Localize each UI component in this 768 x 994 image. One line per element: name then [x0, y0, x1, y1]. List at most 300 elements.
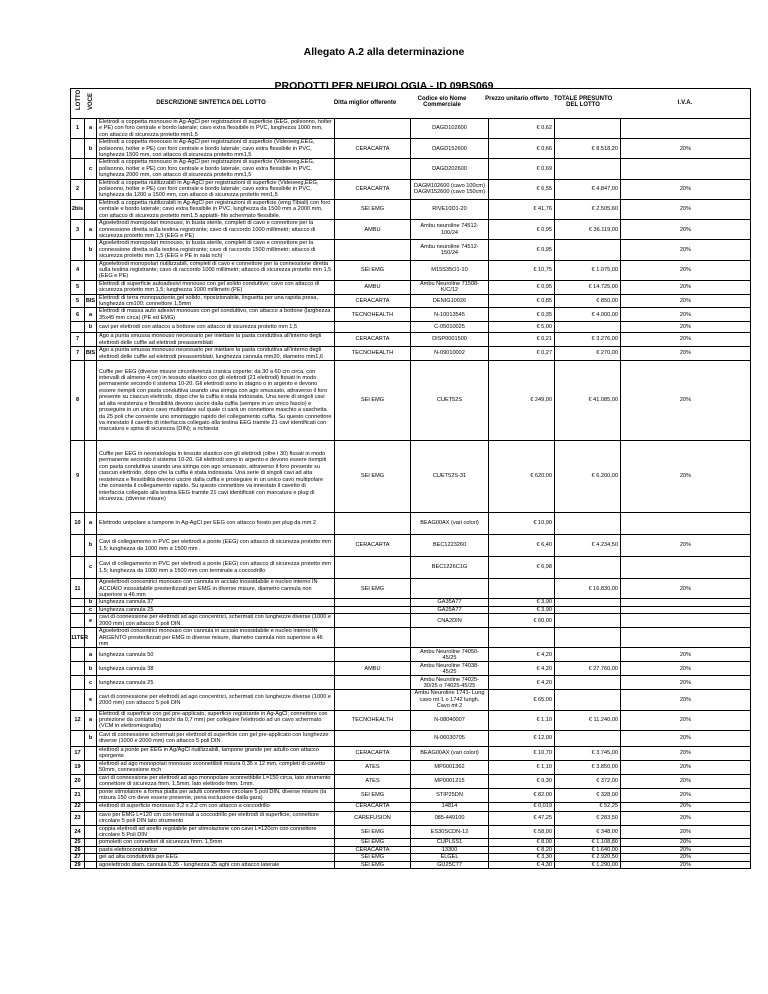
column-header-descrizione: DESCRIZIONE SINTETICA DEL LOTTO [156, 100, 266, 106]
cell-totale: € 372,00 [555, 774, 621, 788]
cell-desc: agoelettrodo diam. cannula 0,35 - lunghezza 25 aghi con attacco laterale [97, 861, 335, 868]
cell-lotto [71, 690, 85, 710]
cell-desc: Cuffie per EEG (diverse misure circonferenza cranica coperte: da 30 a 60 cm circa, con intervalli di almeno 4 cm) in tessuto elastico con gli elettrodi (21 elettrodi) fissati in modo permanente secondo il sistema 10-20. Gli elettrodi sono in stagno o in argento e devono essere riempiti con pasta conduttiva usando una siringa con ago smussato, attraverso il foro presente su ciascun elettrodo, dopo che la cuffia è stata indossata. Una serie di singoli cavi ad alta resistenza e flessibilità devono uscire dalla cuffia (sempre in un unico fascio) e proseguire in un unico cavo multipolare sul quale ci sarà un connettore maschio a vaschetta da 25 poli che consente uno smontaggio rapido del collegamento cuffia. Su questo connettore va innestato il cavetto di interfaccia collegato alla testina EEG tramite 21 cavi identificati con marcatura e spina di sicurezza (DIN); a richiesta [97, 361, 335, 441]
cell-prezzo: € 6,98 [489, 557, 555, 579]
cell-ditta [335, 648, 411, 662]
cell-codice: GA25A77 [411, 606, 489, 613]
column-header-prezzo: Prezzo unitario offerto [485, 96, 549, 102]
cell-iva: 20% [621, 760, 751, 774]
cell-codice: Ambu Neuroline 71508-K/C/12 [411, 280, 489, 294]
cell-codice: DAGD102600 [411, 119, 489, 139]
cell-prezzo: € 249,00 [489, 361, 555, 441]
cell-codice: CUPLSS1 [411, 839, 489, 846]
cell-codice: ELGEL [411, 854, 489, 861]
table-row [71, 854, 751, 861]
cell-prezzo: € 3,30 [489, 854, 555, 861]
cell-prezzo: € 8,20 [489, 846, 555, 853]
cell-codice: BEAG00AX (vari colori) [411, 513, 489, 535]
cell-iva: 20% [621, 811, 751, 825]
cell-iva: 20% [621, 662, 751, 676]
table-row [71, 179, 751, 199]
cell-prezzo [489, 579, 555, 599]
cell-lotto: 19 [71, 760, 85, 774]
cell-desc: Elettrodi a coppetta monouso in Ag-AgCl per registrazioni di superficie (Videoeeg,EEG, polisonno, holter e PE) con foro centrale e bordo laterale; cavo extra flessibile in PVC, lunghezza 2000 mm, con attacco di sicurezza protetto mm1,5 [97, 159, 335, 179]
table-row [71, 441, 751, 513]
cell-voce [85, 854, 97, 861]
table-row [71, 846, 751, 853]
cell-ditta: CERACARTA [335, 179, 411, 199]
cell-lotto: 21 [71, 788, 85, 802]
cell-lotto: 29 [71, 861, 85, 868]
cell-iva: 20% [621, 441, 751, 513]
cell-codice: ES30SCDN-12 [411, 825, 489, 839]
cell-ditta [335, 240, 411, 260]
cell-codice: 085-449100 [411, 811, 489, 825]
cell-desc: Cuffie per EEG in neonatologia in tessuto elastico con gli elettrodi (oltre i 30) fissati in modo permanente secondo il sistema 10-20. Gli elettrodi sono in argento e devono essere riempiti con pasta conduttiva usando una siringa con ago smussato, attraverso il foro presente su ciascun elettrodo, dopo che la cuffia è stata indossata. Una serie di singoli cavi ad alta resistenza e flessibilità devono uscire dalla cuffia e proseguire in un unico cavo multipolare che consenta il collegamento rapido. Su questo connettore va innestato il cavetto di interfaccia collegato alla testina EEG tramite 21 cavi identificati con marcatura e plug di sicurezza. (diverse misure) [97, 441, 335, 513]
cell-prezzo: € 620,00 [489, 441, 555, 513]
cell-iva [621, 599, 751, 606]
table-row [71, 260, 751, 280]
document-subtitle: PRODOTTI PER NEUROLOGIA - ID 09BS069 [274, 80, 494, 92]
table-row [71, 240, 751, 260]
cell-lotto: 3 [71, 220, 85, 240]
cell-totale: € 16.830,00 [555, 579, 621, 599]
cell-totale: € 2.920,50 [555, 854, 621, 861]
cell-codice: CUET52S-31 [411, 441, 489, 513]
cell-prezzo: € 0,95 [489, 240, 555, 260]
cell-voce: c [85, 557, 97, 579]
table-row [71, 308, 751, 322]
cell-codice [411, 628, 489, 648]
column-header-voce: VOCE [88, 92, 94, 110]
cell-codice: N-08040007 [411, 710, 489, 730]
cell-prezzo: € 0,95 [489, 220, 555, 240]
cell-iva: 20% [621, 861, 751, 868]
cell-prezzo: € 47,25 [489, 811, 555, 825]
cell-iva: 20% [621, 347, 751, 361]
cell-lotto: 8 [71, 361, 85, 441]
header-divider [70, 88, 71, 118]
cell-prezzo: € 0,69 [489, 159, 555, 179]
cell-voce [85, 802, 97, 811]
cell-desc: Agoelettrodi monopolari monouso, in busta sterile, completi di cavo e connettore per la connessione diretta sulla testina registrante; cavo di raccordo 1500 millimetri; attacco di sicurezza protetto mm 1,5 (EEG e PE in sala nch) [97, 240, 335, 260]
cell-iva: 20% [621, 839, 751, 846]
column-header-ditta: Ditta miglior offerente [333, 100, 397, 106]
cell-prezzo: € 0,85 [489, 294, 555, 308]
cell-iva: 20% [621, 308, 751, 322]
cell-voce: c [85, 606, 97, 613]
table-row [71, 839, 751, 846]
cell-codice: BEAG00AX (vari colori) [411, 746, 489, 760]
cell-lotto [71, 139, 85, 159]
cell-totale [555, 119, 621, 139]
cell-desc: lunghezza cannula 25 [97, 676, 335, 690]
cell-voce: a [85, 308, 97, 322]
cell-lotto [71, 557, 85, 579]
cell-ditta: CERACARTA [335, 746, 411, 760]
table-row [71, 280, 751, 294]
table-row [71, 788, 751, 802]
cell-voce: b [85, 240, 97, 260]
cell-prezzo: € 4,20 [489, 676, 555, 690]
cell-prezzo: € 58,00 [489, 825, 555, 839]
cell-ditta: SEI EMG [335, 825, 411, 839]
cell-lotto: 7 [71, 333, 85, 347]
cell-voce [85, 579, 97, 599]
cell-ditta: ATES [335, 760, 411, 774]
cell-lotto: 1 [71, 119, 85, 139]
cell-ditta: CERACARTA [335, 139, 411, 159]
cell-ditta: SEI EMG [335, 861, 411, 868]
cell-totale: € 4.234,50 [555, 535, 621, 557]
cell-desc: Agoelettrodi concentrici monouso con cannula in acciaio inossidabile e nucleo interno IN ARGENTO presterilizzati per EMG in diverse misure, diametro cannula non superiore a 46 mm [97, 628, 335, 648]
cell-totale [555, 614, 621, 628]
cell-totale [555, 676, 621, 690]
cell-totale [555, 240, 621, 260]
table-row [71, 535, 751, 557]
column-header-lotto: LOTTO [76, 89, 82, 110]
cell-lotto: 11 [71, 579, 85, 599]
cell-codice: CNA2DIN [411, 614, 489, 628]
cell-lotto [71, 648, 85, 662]
cell-totale: € 3.850,00 [555, 760, 621, 774]
cell-codice: DISP0001500 [411, 333, 489, 347]
cell-desc: Elettrodi a coppetta monouso in Ag-AgCl per registrazioni di superficie (Videoeeg,EEG, polisonno, holter e PE) con foro centrale e bordo laterale; cavo extra flessibile in PVC, lunghezza 1500 mm, con attacco di sicurezza protetto mm1,5 [97, 139, 335, 159]
cell-voce [85, 774, 97, 788]
cell-voce [85, 811, 97, 825]
cell-totale: € 348,00 [555, 825, 621, 839]
cell-ditta: CERACARTA [335, 294, 411, 308]
cell-totale: € 6.200,00 [555, 441, 621, 513]
cell-prezzo: € 60,00 [489, 614, 555, 628]
cell-totale: € 1.075,00 [555, 260, 621, 280]
cell-lotto: 27 [71, 854, 85, 861]
table-row [71, 710, 751, 730]
cell-ditta: SEI EMG [335, 854, 411, 861]
cell-iva: 20% [621, 690, 751, 710]
cell-iva: 20% [621, 825, 751, 839]
cell-iva: 20% [621, 260, 751, 280]
cell-iva: 20% [621, 139, 751, 159]
cell-lotto [71, 676, 85, 690]
cell-totale [555, 513, 621, 535]
table-row [71, 333, 751, 347]
table-row [71, 322, 751, 333]
cell-totale: € 52,25 [555, 802, 621, 811]
table-row [71, 513, 751, 535]
cell-desc: Elettrodi di superficie autoadesivi monouso con gel solido conduttivo; cavo con attacco di sicurezza protetto mm 1,5; lunghezza 1000 millimetri (PE) [97, 280, 335, 294]
cell-totale: € 3.745,00 [555, 746, 621, 760]
cell-voce: a [85, 513, 97, 535]
cell-ditta [335, 676, 411, 690]
cell-ditta: AMBU [335, 220, 411, 240]
cell-voce [85, 846, 97, 853]
cell-prezzo: € 8,00 [489, 839, 555, 846]
cell-ditta [335, 690, 411, 710]
cell-desc: Elettrodi a coppetta riutilizzabili in Ag-AgCl per registrazioni di superficie (emg Tibiali) con foro centrale e bordo laterale; cavo extra flessibile in PVC, lunghezza da 1500 mm a 2000 mm, con attacco di sicurezza protetto mm1,5 appiatti- filo schermato flessibile. [97, 199, 335, 219]
table-row [71, 628, 751, 648]
cell-ditta: SEI EMG [335, 579, 411, 599]
cell-totale [555, 690, 621, 710]
table-row [71, 802, 751, 811]
cell-prezzo: € 4,20 [489, 648, 555, 662]
cell-prezzo: € 0,66 [489, 139, 555, 159]
cell-codice: RIVE10D1-20 [411, 199, 489, 219]
table-row [71, 760, 751, 774]
cell-lotto: 6 [71, 308, 85, 322]
cell-voce: b [85, 535, 97, 557]
cell-ditta: TECNOHEALTH [335, 710, 411, 730]
cell-voce: c [85, 159, 97, 179]
cell-lotto: 5 [71, 280, 85, 294]
cell-lotto [71, 614, 85, 628]
cell-totale: € 3.276,00 [555, 333, 621, 347]
cell-codice: Ambu Neuroline 74025-30/25 o 74025-45/25 [411, 676, 489, 690]
table-row [71, 730, 751, 746]
cell-prezzo: € 10,90 [489, 513, 555, 535]
cell-desc: Elettrodo unipolare a tampone in Ag-AgCl per EEG con attacco forato per plug da mm 2 [97, 513, 335, 535]
cell-ditta [335, 119, 411, 139]
cell-ditta: SEI EMG [335, 839, 411, 846]
cell-lotto: 22 [71, 802, 85, 811]
cell-codice: CUET52S [411, 361, 489, 441]
cell-ditta [335, 513, 411, 535]
cell-totale: € 36.119,00 [555, 220, 621, 240]
cell-ditta [335, 599, 411, 606]
table-row [71, 648, 751, 662]
cell-iva: 20% [621, 220, 751, 240]
cell-lotto: 23 [71, 811, 85, 825]
cell-prezzo: € 0,27 [489, 347, 555, 361]
cell-desc: elettrodi ad ago monopolari monouso sconnettibili misura 0.35 x 12 mm, completi di cavetto 50mm, connessione mch [97, 760, 335, 774]
cell-codice: M15S35O1-10 [411, 260, 489, 280]
cell-ditta: TECNOHEALTH [335, 308, 411, 322]
cell-ditta: SEI EMG [335, 260, 411, 280]
cell-totale: € 14.725,00 [555, 280, 621, 294]
cell-codice: Ambu Neuroline 74050-45/25 [411, 648, 489, 662]
cell-lotto [71, 599, 85, 606]
cell-iva: 20% [621, 788, 751, 802]
cell-desc: lunghezza cannula 37 [97, 599, 335, 606]
cell-desc: elettrodi di superficie monouso 3,2 x 2,2 cm con attacco a coccodrillo [97, 802, 335, 811]
cell-desc: lunghezza cannula 25 [97, 606, 335, 613]
table-row [71, 811, 751, 825]
table-row [71, 347, 751, 361]
cell-totale: € 2.505,60 [555, 199, 621, 219]
cell-totale: € 1.640,00 [555, 846, 621, 853]
cell-ditta: CERACARTA [335, 333, 411, 347]
table-row [71, 294, 751, 308]
cell-voce [85, 333, 97, 347]
cell-codice: MP0001215 [411, 774, 489, 788]
cell-iva [621, 606, 751, 613]
lotti-table [70, 118, 751, 869]
table-row [71, 119, 751, 139]
cell-desc: cavi di connessione per elettrodi ad ago concentrici, schermati con lunghezze diverse (1000 e 2000 mm) con attacco 5 poli DIN [97, 690, 335, 710]
cell-ditta [335, 159, 411, 179]
table-row [71, 220, 751, 240]
cell-totale: € 4.847,00 [555, 179, 621, 199]
cell-voce: b [85, 599, 97, 606]
cell-voce: e [85, 614, 97, 628]
cell-iva [621, 119, 751, 139]
cell-desc: Cavi di collegamento in PVC per elettrodi a ponte (EEG) con attacco di sicurezza protetto mm 1,5; lunghezza da 1000 mm a 1500 mm . [97, 535, 335, 557]
cell-codice: N-06030705 [411, 730, 489, 746]
cell-voce: BIS [85, 294, 97, 308]
cell-ditta [335, 628, 411, 648]
cell-prezzo: € 6,55 [489, 179, 555, 199]
cell-iva: 20% [621, 361, 751, 441]
cell-totale [555, 599, 621, 606]
cell-totale: € 283,50 [555, 811, 621, 825]
cell-totale: € 4.000,00 [555, 308, 621, 322]
cell-iva: 20% [621, 676, 751, 690]
cell-totale: € 8.518,20 [555, 139, 621, 159]
cell-desc: Elettrodi a coppetta monouso in Ag-AgCl per registrazioni di superficie (EEG, polisonno, holter e PE) con foro centrale e bordo laterale; cavo extra flessibile in PVC, lunghezza 1000 mm, con attacco di sicurezza protetto mm1,5 [97, 119, 335, 139]
cell-codice: GU25C77 [411, 861, 489, 868]
table-row [71, 676, 751, 690]
cell-prezzo: € 1,10 [489, 710, 555, 730]
column-header-iva: I.V.A. [677, 100, 693, 106]
cell-prezzo [489, 628, 555, 648]
cell-prezzo: € 9,30 [489, 774, 555, 788]
cell-totale: € 850,00 [555, 294, 621, 308]
cell-codice: N-09010002 [411, 347, 489, 361]
cell-lotto: 10 [71, 513, 85, 535]
cell-totale: € 27.760,00 [555, 662, 621, 676]
table-row [71, 662, 751, 676]
cell-lotto [71, 159, 85, 179]
cell-codice: BEC1223260 [411, 535, 489, 557]
cell-voce: BIS [85, 347, 97, 361]
table-row [71, 774, 751, 788]
cell-desc: Elettrodi di terra monopaziente,gel solido, riposizionabile, linguetta per una rapida presa, lunghezza cm100; connettore 1,5mm [97, 294, 335, 308]
cell-codice: MP0001362 [411, 760, 489, 774]
cell-iva: 20% [621, 280, 751, 294]
cell-voce [85, 361, 97, 441]
cell-iva: 20% [621, 240, 751, 260]
cell-lotto [71, 606, 85, 613]
cell-desc: Elettrodi di superficie con gel pre-applicato, superficie registrante in Ag-AgCl; connettore con protezione da contatto (maschi da 0,7 mm) per collegare l'elettrodo ad un cavo schermato (VCM in elettromiografia) [97, 710, 335, 730]
cell-desc: Ago a punta smussa monouso necessario per iniettare la pasta conduttiva all'interno degli elettrodi delle cuffie ad elettrodi preassemblati, lunghezza cannula mm20, diametro mm1,6 [97, 347, 335, 361]
cell-prezzo: € 1,10 [489, 760, 555, 774]
cell-totale [555, 730, 621, 746]
cell-desc: cavo per EMG L=120 cm con terminali a coccodrillo per elettrodi di superficie, connettore circolare 5 poli DIN lato strumento [97, 811, 335, 825]
cell-iva: 20% [621, 802, 751, 811]
cell-codice: 14814 [411, 802, 489, 811]
cell-desc: Ago a punta smussa monouso necessario per iniettare la pasta conduttiva all'interno degli elettrodi delle cuffie ad elettrodi preassemblati [97, 333, 335, 347]
cell-lotto: 2 [71, 179, 85, 199]
cell-lotto: 4 [71, 260, 85, 280]
cell-iva: 20% [621, 846, 751, 853]
cell-voce: e [85, 690, 97, 710]
cell-prezzo: € 10,70 [489, 746, 555, 760]
cell-codice [411, 579, 489, 599]
cell-codice: DAGD152600 [411, 139, 489, 159]
table-row [71, 139, 751, 159]
cell-desc: cavi di connessione per elettrodi ad ago concentrici, schermati con lunghezze diverse (1000 e 2000 mm) con attacco 5 poli DIN [97, 614, 335, 628]
cell-lotto: 20 [71, 774, 85, 788]
cell-desc: pomoletti con connettori di sicurezza fmm. 1,5mm [97, 839, 335, 846]
cell-codice: C-05010025 [411, 322, 489, 333]
cell-prezzo: € 41,76 [489, 199, 555, 219]
cell-desc: cavi per elettrodi con attacco a bottone con attacco di sicurezza protetto mm 1,5 [97, 322, 335, 333]
cell-voce [85, 788, 97, 802]
cell-desc: Agoelettrodi monopolari riutilizzabili, completi di cavo e connettore per la connessione diretta sulla testina registrante; cavo di raccordo 1000 millimetri; attacco di sicurezza protetto mm 1,5 (EEG e PE) [97, 260, 335, 280]
cell-desc: Cavi di connessione schermati per elettrodi di superficie con gel pre-applicato con lunghezze diverse (1000 e 2000 mm) con attacco 5 poli DIN [97, 730, 335, 746]
cell-prezzo: € 0,35 [489, 308, 555, 322]
cell-desc: lunghezza cannula 38 [97, 662, 335, 676]
table-row [71, 361, 751, 441]
cell-ditta [335, 614, 411, 628]
cell-iva [621, 557, 751, 579]
cell-voce: c [85, 676, 97, 690]
cell-voce: b [85, 322, 97, 333]
cell-totale: € 41.085,00 [555, 361, 621, 441]
cell-codice: DAGM102600 (cavo 100cm) DAGM152600 (cavo 150cm) [411, 179, 489, 199]
cell-voce: a [85, 119, 97, 139]
header-divider [750, 88, 751, 118]
cell-voce [85, 199, 97, 219]
table-row [71, 825, 751, 839]
cell-codice: GA35A77 [411, 599, 489, 606]
cell-iva: 20% [621, 648, 751, 662]
cell-iva: 20% [621, 730, 751, 746]
cell-lotto: 12 [71, 710, 85, 730]
cell-lotto [71, 535, 85, 557]
cell-totale: € 328,00 [555, 788, 621, 802]
cell-ditta: TECNOHEALTH [335, 347, 411, 361]
cell-totale: € 1.290,00 [555, 861, 621, 868]
header-top-border [70, 88, 750, 89]
cell-prezzo: € 65,00 [489, 690, 555, 710]
table-row [71, 557, 751, 579]
cell-lotto: 5 [71, 294, 85, 308]
cell-totale: € 11.240,00 [555, 710, 621, 730]
cell-ditta: CERACARTA [335, 846, 411, 853]
cell-ditta: SEI EMG [335, 199, 411, 219]
cell-codice: 13300 [411, 846, 489, 853]
cell-prezzo: € 3,90 [489, 606, 555, 613]
table-row [71, 690, 751, 710]
cell-ditta: ATES [335, 774, 411, 788]
cell-totale [555, 557, 621, 579]
cell-codice: Ambu neuroline 74512-150/24 [411, 240, 489, 260]
cell-lotto: 2bis [71, 199, 85, 219]
table-row [71, 579, 751, 599]
cell-desc: elettrodi a ponte per EEG in Ag/AgCl riutilizzabili, tampone grande per adulto con attacco sporgente [97, 746, 335, 760]
cell-voce [85, 746, 97, 760]
cell-iva: 20% [621, 710, 751, 730]
cell-lotto [71, 322, 85, 333]
column-header-codice: Codice e/o Nome Commerciale [417, 96, 467, 108]
cell-codice: Ambu neuroline 74512-100/24 [411, 220, 489, 240]
cell-lotto: 7 [71, 347, 85, 361]
table-row [71, 614, 751, 628]
cell-voce: a [85, 710, 97, 730]
cell-iva: 20% [621, 854, 751, 861]
cell-ditta: SEI EMG [335, 441, 411, 513]
table-row [71, 599, 751, 606]
cell-voce [85, 441, 97, 513]
cell-iva: 20% [621, 199, 751, 219]
table-row [71, 861, 751, 868]
cell-iva: 20% [621, 333, 751, 347]
cell-prezzo: € 6,40 [489, 535, 555, 557]
cell-ditta: AMBU [335, 662, 411, 676]
cell-prezzo: € 0,62 [489, 119, 555, 139]
cell-lotto [71, 730, 85, 746]
